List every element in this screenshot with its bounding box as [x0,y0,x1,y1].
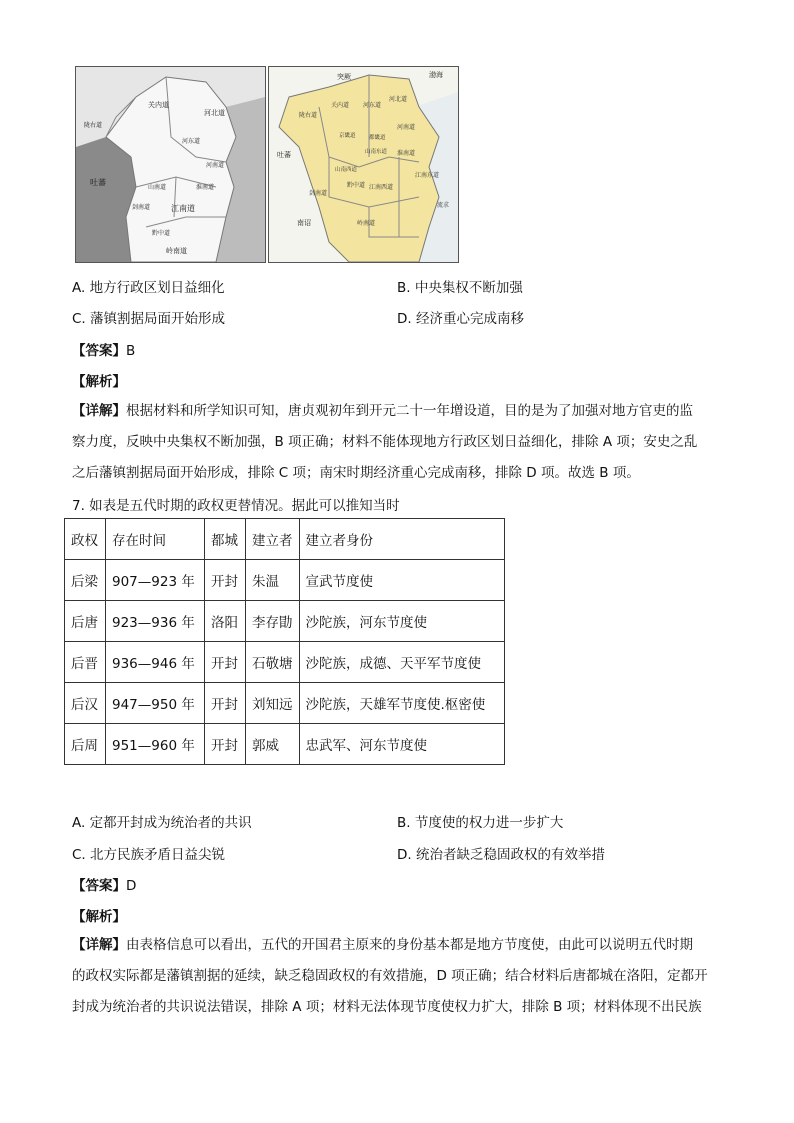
regime-table [64,518,505,765]
table-cell: 郭威 [246,724,300,765]
option-text: 节度使的权力进一步扩大 [414,815,564,831]
map-label: 山南道 [148,184,167,191]
map-label: 山南东道 [365,149,388,155]
q7-detail [72,930,722,1023]
table-header: 建立者 [246,519,300,560]
table-cell: 洛阳 [205,601,246,642]
table-row [65,683,505,724]
option-text: 藩镇割据局面开始形成 [90,311,226,327]
table-cell: 沙陀族，天雄军节度使.枢密使 [299,683,504,724]
map-label: 河北道 [204,109,225,117]
map-label: 江南东道 [415,172,440,179]
map-label: 岭南道 [357,220,376,227]
table-cell: 开封 [205,560,246,601]
map-label: 渤海 [429,71,443,79]
map-label: 黔中道 [347,182,366,189]
option-letter: B. [397,815,411,831]
table-cell: 刘知远 [246,683,300,724]
map-figures [75,66,459,263]
table-cell: 923—936 年 [106,601,205,642]
table-cell: 宣武节度使 [299,560,504,601]
q6-option-a[interactable] [72,276,225,296]
detail-tag: 【详解】 [72,937,126,953]
map-label: 淮南道 [397,150,416,157]
map-label: 陇右道 [84,122,103,129]
map-label: 陇右道 [299,112,318,119]
q7-option-a[interactable] [72,811,252,831]
table-cell: 开封 [205,642,246,683]
map-label: 南诏 [297,219,311,227]
detail-line: 根据材料和所学知识可知，唐贞观初年到开元二十一年增设道，目的是为了加强对地方官吏的监 [126,403,693,419]
map-label: 淮南道 [196,184,215,191]
table-cell: 开封 [205,724,246,765]
detail-line: 的政权实际都是藩镇割据的延续，缺乏稳固政权的有效措施，D 项正确；结合材料后唐都城在洛阳，定都开 [72,968,708,984]
option-text: 地方行政区划日益细化 [89,280,225,296]
detail-line: 察力度，反映中央集权不断加强，B 项正确；材料不能体现地方行政区划日益细化，排除 A 项；安史之乱 [72,434,698,450]
map-label: 吐蕃 [277,151,291,159]
table-row [65,724,505,765]
table-cell: 后周 [65,724,106,765]
detail-tag: 【详解】 [72,403,126,419]
detail-line: 由表格信息可以看出，五代的开国君主原来的身份基本都是地方节度使，由此可以说明五代时期 [126,937,693,953]
table-header: 存在时间 [106,519,205,560]
map-label: 河北道 [389,96,408,103]
table-header-row [65,519,505,560]
q7-answer [72,874,136,894]
table-row [65,560,505,601]
option-text: 统治者缺乏稳固政权的有效举措 [415,847,605,863]
table-header: 都城 [205,519,246,560]
q6-option-b[interactable] [397,276,523,296]
table-cell: 907—923 年 [106,560,205,601]
option-text: 经济重心完成南移 [415,311,524,327]
map-label: 江南西道 [369,184,394,191]
q6-detail [72,396,722,489]
table-cell: 朱温 [246,560,300,601]
option-letter: C. [72,311,86,327]
map-label: 吐蕃 [90,178,106,187]
q7-option-d[interactable] [397,843,605,863]
q6-analysis-tag: 【解析】 [72,374,126,390]
map-label: 河东道 [182,138,201,145]
q7-stem: 7. 如表是五代时期的政权更替情况。据此可以推知当时 [72,498,400,514]
map-label: 江南道 [171,204,195,213]
map-label: 河东道 [363,102,382,109]
table-cell: 忠武军、河东节度使 [299,724,504,765]
q7-analysis-tag: 【解析】 [72,909,126,925]
option-letter: A. [72,280,86,296]
map-early-tang [75,66,266,263]
map-label: 关内道 [148,101,169,109]
table-cell: 947—950 年 [106,683,205,724]
map-label: 河南道 [206,162,225,169]
table-cell: 后晋 [65,642,106,683]
table-header: 建立者身份 [299,519,504,560]
map-kaiyuan-tang [268,66,459,263]
table-cell: 后梁 [65,560,106,601]
kaiyuan-tang-map-svg [269,67,458,262]
q7-option-b[interactable] [397,811,563,831]
q6-answer [72,339,135,359]
q6-option-c[interactable] [72,307,225,327]
table-cell: 沙陀族，河东节度使 [299,601,504,642]
answer-tag: 【答案】 [72,878,126,894]
answer-value: B [126,343,136,359]
option-text: 北方民族矛盾日益尖锐 [90,847,226,863]
map-label: 突厥 [337,73,351,81]
option-text: 中央集权不断加强 [414,280,523,296]
table-header: 政权 [65,519,106,560]
option-letter: B. [397,280,411,296]
option-letter: D. [397,311,412,327]
map-label: 河南道 [397,124,416,131]
table-cell: 951—960 年 [106,724,205,765]
table-cell: 后汉 [65,683,106,724]
detail-line: 之后藩镇割据局面开始形成，排除 C 项；南宋时期经济重心完成南移，排除 D 项。故选 B 项。 [72,465,640,481]
table-row [65,642,505,683]
option-letter: C. [72,847,86,863]
q6-option-d[interactable] [397,307,524,327]
map-label: 流求 [437,202,450,209]
answer-tag: 【答案】 [72,343,126,359]
table-cell: 后唐 [65,601,106,642]
table-cell: 沙陀族，成德、天平军节度使 [299,642,504,683]
map-label: 关内道 [331,102,350,109]
map-label: 山南西道 [335,167,358,173]
map-label: 京畿道 [339,133,356,139]
map-label: 剑南道 [132,204,151,211]
table-cell: 石敬塘 [246,642,300,683]
map-label: 岭南道 [166,247,187,255]
table-cell: 李存勖 [246,601,300,642]
table-cell: 开封 [205,683,246,724]
option-letter: A. [72,815,86,831]
option-text: 定都开封成为统治者的共识 [89,815,252,831]
q7-option-c[interactable] [72,843,225,863]
map-label: 剑南道 [309,190,328,197]
map-label: 黔中道 [152,230,171,237]
table-cell: 936—946 年 [106,642,205,683]
option-letter: D. [397,847,412,863]
table-row [65,601,505,642]
map-label: 都畿道 [369,135,386,141]
detail-line: 封成为统治者的共识说法错误，排除 A 项；材料无法体现节度使权力扩大，排除 B 项；材料体现不出民族 [72,999,702,1015]
answer-value: D [126,878,137,894]
early-tang-map-svg [76,67,265,262]
